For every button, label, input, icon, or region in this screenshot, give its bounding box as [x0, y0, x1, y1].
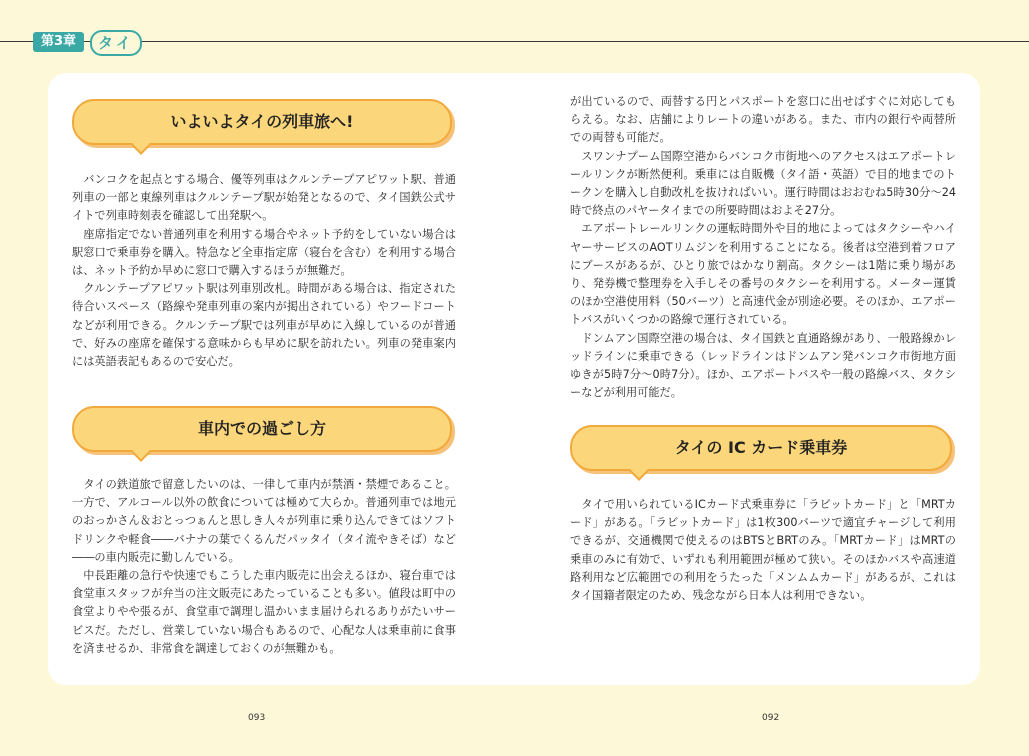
content-panel — [48, 73, 980, 685]
chapter-label: 第3章 — [33, 32, 84, 52]
paragraph: クルンテープアピワット駅は列車別改札。時間がある場合は、指定された待合いスペース（路線や発車列車の案内が掲出されている）やフードコートなどが利用できる。クルンテープ駅では列車が早めに入線しているのが普通で、好みの座席を確保する意味からも早めに駅を訪れたい。列車の発車案内には英語表記もあるので安心だ。 — [72, 282, 456, 369]
section-body-onboard — [72, 476, 456, 658]
header-rule — [0, 41, 1029, 42]
section-body-ic-card — [570, 496, 956, 605]
paragraph: スワンナプーム国際空港からバンコク市街地へのアクセスはエアポートレールリンクが断然便利。乗車には自販機（タイ語・英語）で目的地までのトークンを購入し自動改札を抜ければいい。運行時間はおおむね5時30分～24時で終点のパヤータイまでの所要時間はおよそ27分。 — [570, 149, 956, 218]
section-heading-train-trip: いよいよタイの列車旅へ! — [72, 99, 452, 145]
paragraph: ドンムアン国際空港の場合は、タイ国鉄と直通路線があり、一般路線かレッドラインに乗車できる（レッドラインはドンムアン発バンコク市街地方面ゆきが5時7分～0時7分）。ほか、エアポートバスや一般の路線バス、タクシーなどが利用可能だ。 — [570, 331, 956, 400]
section-heading-ic-card: タイの IC カード乗車券 — [570, 425, 952, 471]
paragraph: エアポートレールリンクの運転時間外や目的地によってはタクシーやハイヤーサービスのAOTリムジンを利用することになる。後者は空港到着フロアにブースがあるが、ひとり旅ではかなり割高。タクシーは1階に乗り場があり、発券機で整理券を入手しその番号のタクシーを利用する。メーター運賃のほか空港使用料（50バーツ）と高速代金が別途必要。そのほか、エアポートバスがいくつかの路線で運行されている。 — [570, 222, 956, 327]
paragraph: 座席指定でない普通列車を利用する場合やネット予約をしていない場合は駅窓口で乗車券を購入。特急など全車指定席（寝台を含む）を利用する場合は、ネット予約か早めに窓口で購入するほうが無難だ。 — [72, 227, 456, 278]
paragraph: が出ているので、両替する円とパスポートを窓口に出せばすぐに対応してもらえる。なお、店舗によりレートの違いがある。また、市内の銀行や両替所での両替も可能だ。 — [570, 95, 956, 145]
page-number-right: 092 — [762, 713, 780, 723]
paragraph: タイの鉄道旅で留意したいのは、一律して車内が禁酒・禁煙であること。一方で、アルコール以外の飲食については極めて大らか。普通列車では地元のおっかさん＆おとっつぁんと思しき人々が列車に乗り込んできてはソフトドリンクや軽食――バナナの葉でくるんだパッタイ（タイ流やきそば）など――の車内販売に勤しんでいる。 — [72, 478, 456, 564]
airport-access-body — [570, 93, 956, 402]
section-body-train-trip — [72, 171, 456, 371]
paragraph: バンコクを起点とする場合、優等列車はクルンテープアピワット駅、普通列車の一部と東線列車はクルンテープ駅が始発となるので、タイ国鉄公式サイトで列車時刻表を確認して出発駅へ。 — [72, 173, 456, 223]
paragraph: タイで用いられているICカード式乗車券に「ラビットカード」と「MRTカード」がある。「ラビットカード」は1枚300バーツで適宜チャージして利用できるが、交通機関で使えるのはBTSとBRTのみ。「MRTカード」はMRTの乗車のみに有効で、いずれも利用範囲が極めて狭い。そのほかバスや高速道路利用など広範囲での利用をうたった「メンムムカード」があるが、これはタイ国籍者限定のため、残念ながら日本人は利用できない。 — [570, 498, 956, 603]
page-number-left: 093 — [248, 713, 266, 723]
chapter-title: タイ — [90, 30, 142, 56]
section-heading-onboard: 車内での過ごし方 — [72, 406, 452, 452]
paragraph: 中長距離の急行や快速でもこうした車内販売に出会えるほか、寝台車では食堂車スタッフが弁当の注文販売にあたっていることも多い。値段は町中の食堂よりやや張るが、食堂車で調理し温かいまま届けられるありがたいサービスだ。ただし、営業していない場合もあるので、心配な人は乗車前に食事を済ませるか、非常食を調達しておくのが無難かも。 — [72, 569, 456, 655]
